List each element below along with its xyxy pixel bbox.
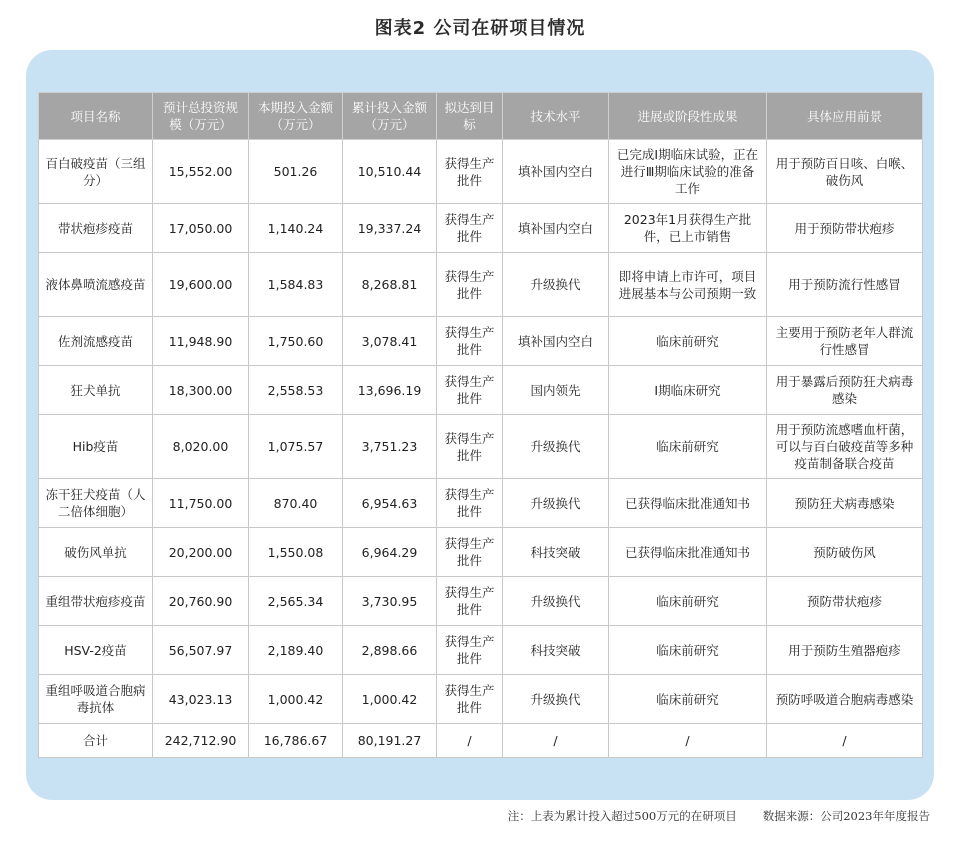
table-row: [39, 140, 923, 204]
table-cell: 科技突破: [503, 528, 609, 577]
table-cell: 用于预防带状疱疹: [767, 204, 923, 253]
table-cell: 用于预防流感嗜血杆菌，可以与百白破疫苗等多种疫苗制备联合疫苗: [767, 415, 923, 479]
page-title: 图表2 公司在研项目情况: [374, 18, 586, 39]
table-cell: 破伤风单抗: [39, 528, 153, 577]
table-cell: 临床前研究: [609, 626, 767, 675]
table-cell: 19,600.00: [153, 253, 249, 317]
table-cell: 501.26: [249, 140, 343, 204]
table-cell: 2023年1月获得生产批件，已上市销售: [609, 204, 767, 253]
table-cell: 1,550.08: [249, 528, 343, 577]
table-cell: 11,948.90: [153, 317, 249, 366]
table-cell: 获得生产批件: [437, 577, 503, 626]
table-row: [39, 675, 923, 724]
footnote: [508, 808, 930, 824]
table-cell: 升级换代: [503, 675, 609, 724]
table-cell: 已获得临床批准通知书: [609, 479, 767, 528]
header-tech-level: 技术水平: [503, 93, 609, 140]
table-row: [39, 317, 923, 366]
table-cell: 已完成Ⅰ期临床试验，正在进行Ⅲ期临床试验的准备工作: [609, 140, 767, 204]
table-row: [39, 253, 923, 317]
table-cell: 870.40: [249, 479, 343, 528]
table-header-row: [39, 93, 923, 140]
table-cell: /: [609, 724, 767, 758]
table-cell: 3,751.23: [343, 415, 437, 479]
table-cell: 合计: [39, 724, 153, 758]
header-application: 具体应用前景: [767, 93, 923, 140]
table-cell: 1,000.42: [249, 675, 343, 724]
table-cell: Hib疫苗: [39, 415, 153, 479]
table-cell: 1,075.57: [249, 415, 343, 479]
table-cell: 1,584.83: [249, 253, 343, 317]
table-cell: 用于预防流行性感冒: [767, 253, 923, 317]
table-cell: 临床前研究: [609, 317, 767, 366]
footnote-note: 注：上表为累计投入超过500万元的在研项目: [507, 809, 737, 823]
table-cell: 8,020.00: [153, 415, 249, 479]
table-cell: /: [767, 724, 923, 758]
table-cell: 预防破伤风: [767, 528, 923, 577]
table-cell: 重组带状疱疹疫苗: [39, 577, 153, 626]
table-cell: 带状疱疹疫苗: [39, 204, 153, 253]
header-progress: 进展或阶段性成果: [609, 93, 767, 140]
table-cell: 升级换代: [503, 253, 609, 317]
table-cell: 液体鼻喷流感疫苗: [39, 253, 153, 317]
table-cell: 1,140.24: [249, 204, 343, 253]
table-cell: 13,696.19: [343, 366, 437, 415]
table-cell: 填补国内空白: [503, 317, 609, 366]
table-cell: 2,898.66: [343, 626, 437, 675]
table-cell: 2,558.53: [249, 366, 343, 415]
table-cell: 预防带状疱疹: [767, 577, 923, 626]
table-cell: 3,730.95: [343, 577, 437, 626]
table-cell: 用于暴露后预防狂犬病毒感染: [767, 366, 923, 415]
table-cell: 2,565.34: [249, 577, 343, 626]
table-cell: 1,000.42: [343, 675, 437, 724]
table-cell: 佐剂流感疫苗: [39, 317, 153, 366]
table-cell: 升级换代: [503, 415, 609, 479]
table-cell: 19,337.24: [343, 204, 437, 253]
table-cell: 6,964.29: [343, 528, 437, 577]
header-target: 拟达到目标: [437, 93, 503, 140]
table-cell: /: [503, 724, 609, 758]
table-row: [39, 415, 923, 479]
table-cell: 80,191.27: [343, 724, 437, 758]
table-cell: 获得生产批件: [437, 253, 503, 317]
table-cell: HSV-2疫苗: [39, 626, 153, 675]
table-row: [39, 577, 923, 626]
table-cell: 冻干狂犬疫苗（人二倍体细胞）: [39, 479, 153, 528]
table-cell: 56,507.97: [153, 626, 249, 675]
table-cell: 43,023.13: [153, 675, 249, 724]
table-cell: 用于预防生殖器疱疹: [767, 626, 923, 675]
table-cell: 18,300.00: [153, 366, 249, 415]
footnote-source: 数据来源：公司2023年年度报告: [762, 809, 930, 823]
table-cell: 2,189.40: [249, 626, 343, 675]
total-row: [39, 724, 923, 758]
table-cell: 11,750.00: [153, 479, 249, 528]
table-cell: 15,552.00: [153, 140, 249, 204]
table-cell: /: [437, 724, 503, 758]
table-cell: 填补国内空白: [503, 140, 609, 204]
header-cumulative-investment: 累计投入金额（万元）: [343, 93, 437, 140]
table-cell: 临床前研究: [609, 675, 767, 724]
table-cell: 10,510.44: [343, 140, 437, 204]
table-cell: 填补国内空白: [503, 204, 609, 253]
table-cell: Ⅰ期临床研究: [609, 366, 767, 415]
table-cell: 6,954.63: [343, 479, 437, 528]
table-cell: 16,786.67: [249, 724, 343, 758]
table-cell: 升级换代: [503, 577, 609, 626]
table-row: [39, 204, 923, 253]
table-cell: 获得生产批件: [437, 317, 503, 366]
table-cell: 17,050.00: [153, 204, 249, 253]
table-cell: 预防呼吸道合胞病毒感染: [767, 675, 923, 724]
table-row: [39, 366, 923, 415]
table-cell: 狂犬单抗: [39, 366, 153, 415]
header-current-investment: 本期投入金额（万元）: [249, 93, 343, 140]
table-row: [39, 479, 923, 528]
table-cell: 百白破疫苗（三组分）: [39, 140, 153, 204]
table-cell: 3,078.41: [343, 317, 437, 366]
table-cell: 科技突破: [503, 626, 609, 675]
table-cell: 8,268.81: [343, 253, 437, 317]
header-project-name: 项目名称: [39, 93, 153, 140]
table-cell: 临床前研究: [609, 415, 767, 479]
table-cell: 获得生产批件: [437, 675, 503, 724]
table-cell: 重组呼吸道合胞病毒抗体: [39, 675, 153, 724]
header-total-investment: 预计总投资规模（万元）: [153, 93, 249, 140]
table-cell: 临床前研究: [609, 577, 767, 626]
table-cell: 获得生产批件: [437, 626, 503, 675]
table-cell: 1,750.60: [249, 317, 343, 366]
table-cell: 获得生产批件: [437, 204, 503, 253]
table-cell: 获得生产批件: [437, 366, 503, 415]
table-cell: 获得生产批件: [437, 528, 503, 577]
table-row: [39, 528, 923, 577]
table-cell: 升级换代: [503, 479, 609, 528]
table-cell: 获得生产批件: [437, 140, 503, 204]
table-cell: 20,760.90: [153, 577, 249, 626]
table-cell: 用于预防百日咳、白喉、破伤风: [767, 140, 923, 204]
projects-table: [38, 92, 923, 758]
table-cell: 预防狂犬病毒感染: [767, 479, 923, 528]
table-cell: 获得生产批件: [437, 479, 503, 528]
table-cell: 国内领先: [503, 366, 609, 415]
table-cell: 即将申请上市许可，项目进展基本与公司预期一致: [609, 253, 767, 317]
table-row: [39, 626, 923, 675]
table-cell: 已获得临床批准通知书: [609, 528, 767, 577]
table-cell: 获得生产批件: [437, 415, 503, 479]
table-cell: 20,200.00: [153, 528, 249, 577]
table-cell: 主要用于预防老年人群流行性感冒: [767, 317, 923, 366]
table-cell: 242,712.90: [153, 724, 249, 758]
